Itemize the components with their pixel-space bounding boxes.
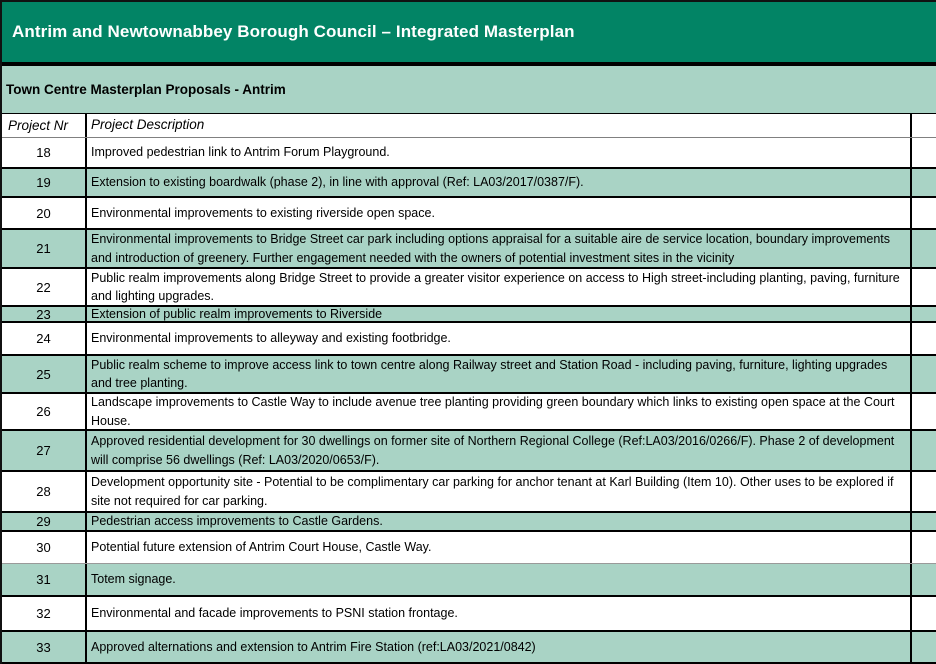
project-nr-cell: 18 <box>2 138 87 167</box>
project-nr-cell: 27 <box>2 431 87 470</box>
spare-cell <box>912 198 936 228</box>
table-row <box>2 532 936 564</box>
spare-cell <box>912 230 936 267</box>
project-nr-cell: 22 <box>2 269 87 305</box>
spare-cell <box>912 169 936 196</box>
table-row <box>2 632 936 664</box>
project-description-cell: Improved pedestrian link to Antrim Forum Playground. <box>87 138 912 167</box>
project-description-cell: Pedestrian access improvements to Castle Gardens. <box>87 513 912 530</box>
table-row <box>2 513 936 532</box>
spare-cell <box>912 513 936 530</box>
column-header-project-nr: Project Nr <box>2 114 87 137</box>
table-row <box>2 323 936 356</box>
project-description-cell: Public realm improvements along Bridge Street to provide a greater visitor experience on access to High street-including planting, paving, furniture and lighting upgrades. <box>87 269 912 305</box>
document-title-bar <box>2 2 936 66</box>
project-nr-cell: 21 <box>2 230 87 267</box>
project-nr-cell: 30 <box>2 532 87 563</box>
project-nr-cell: 19 <box>2 169 87 196</box>
spare-cell <box>912 323 936 354</box>
spare-cell <box>912 632 936 662</box>
section-subtitle: Town Centre Masterplan Proposals - Antrim <box>6 82 286 97</box>
spare-cell <box>912 472 936 511</box>
spare-cell <box>912 307 936 321</box>
project-description-cell: Potential future extension of Antrim Court House, Castle Way. <box>87 532 912 563</box>
spare-cell <box>912 394 936 429</box>
project-description-cell: Environmental improvements to Bridge Street car park including options appraisal for a suitable aire de service location, boundary improvements and introduction of greenery. Further engagement needed with the owners of potential investment sites in the vicinity <box>87 230 912 267</box>
table-row <box>2 138 936 169</box>
spare-cell <box>912 597 936 630</box>
section-subtitle-bar <box>2 66 936 114</box>
spare-cell <box>912 564 936 595</box>
project-description-cell: Public realm scheme to improve access link to town centre along Railway street and Station Road - including paving, furniture, lighting upgrades and tree planting. <box>87 356 912 392</box>
table-row <box>2 356 936 394</box>
project-nr-cell: 24 <box>2 323 87 354</box>
table-row <box>2 394 936 431</box>
project-nr-cell: 31 <box>2 564 87 595</box>
project-description-cell: Environmental and facade improvements to PSNI station frontage. <box>87 597 912 630</box>
project-nr-cell: 32 <box>2 597 87 630</box>
project-nr-cell: 23 <box>2 307 87 321</box>
table-header-row <box>2 114 936 138</box>
table-row <box>2 169 936 198</box>
spare-cell <box>912 532 936 563</box>
project-nr-cell: 25 <box>2 356 87 392</box>
project-description-cell: Totem signage. <box>87 564 912 595</box>
spare-cell <box>912 138 936 167</box>
projects-table <box>2 114 936 664</box>
project-description-cell: Extension of public realm improvements to Riverside <box>87 307 912 321</box>
table-row <box>2 198 936 230</box>
project-description-cell: Approved alternations and extension to Antrim Fire Station (ref:LA03/2021/0842) <box>87 632 912 662</box>
column-header-project-description: Project Description <box>87 114 912 137</box>
project-description-cell: Development opportunity site - Potential to be complimentary car parking for anchor tenant at Karl Building (Item 10). Other uses to be explored if site not required for car parking. <box>87 472 912 511</box>
table-row <box>2 269 936 307</box>
table-row <box>2 472 936 513</box>
spare-cell <box>912 431 936 470</box>
project-description-cell: Environmental improvements to existing riverside open space. <box>87 198 912 228</box>
project-nr-cell: 29 <box>2 513 87 530</box>
spare-cell <box>912 269 936 305</box>
table-row <box>2 307 936 323</box>
table-body <box>2 138 936 664</box>
project-description-cell: Extension to existing boardwalk (phase 2), in line with approval (Ref: LA03/2017/0387/F). <box>87 169 912 196</box>
table-row <box>2 564 936 597</box>
project-description-cell: Environmental improvements to alleyway and existing footbridge. <box>87 323 912 354</box>
table-row <box>2 230 936 269</box>
table-row <box>2 431 936 472</box>
column-header-spare <box>912 114 936 137</box>
project-description-cell: Approved residential development for 30 dwellings on former site of Northern Regional College (Ref:LA03/2016/0266/F). Phase 2 of development will comprise 56 dwellings (Ref: LA03/2020/0653/F). <box>87 431 912 470</box>
project-nr-cell: 26 <box>2 394 87 429</box>
project-description-cell: Landscape improvements to Castle Way to include avenue tree planting providing green boundary which links to existing open space at the Court House. <box>87 394 912 429</box>
spare-cell <box>912 356 936 392</box>
project-nr-cell: 28 <box>2 472 87 511</box>
project-nr-cell: 33 <box>2 632 87 662</box>
project-nr-cell: 20 <box>2 198 87 228</box>
table-row <box>2 597 936 632</box>
document-title: Antrim and Newtownabbey Borough Council – Integrated Masterplan <box>12 22 575 41</box>
